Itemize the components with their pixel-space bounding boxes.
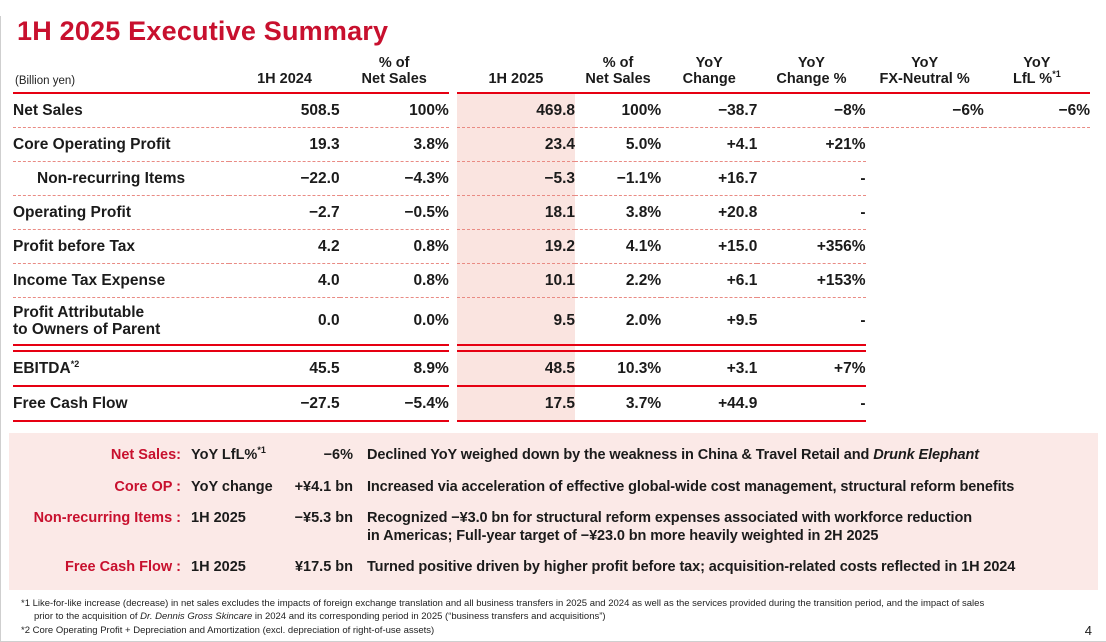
note-description: Turned positive driven by higher profit before tax; acquisition-related costs reflected in 1H 2024 [367, 558, 1016, 575]
col-header-1h2025: 1H 2025 [457, 55, 575, 94]
note-value: −¥5.3 bn [294, 509, 353, 526]
table-row-profit-before-tax: Profit before Tax 4.2 0.8% 19.2 4.1% +15.0 +356% [13, 230, 1090, 264]
page-title: 1H 2025 Executive Summary [17, 16, 389, 46]
note-row-net-sales [21, 446, 1086, 464]
note-label: Core OP : [114, 478, 181, 495]
table-row-operating-profit: Operating Profit −2.7 −0.5% 18.1 3.8% +20.8 - [13, 196, 1090, 230]
note-description: Recognized −¥3.0 bn for structural reform expenses associated with workforce reduction in Americas; Full-year target of −¥23.0 bn more heavily weighted in 2H 2025 [367, 509, 973, 544]
executive-summary-slide [0, 16, 1106, 642]
col-header-pct-net-sales-2024: % of Net Sales [340, 55, 449, 94]
financial-summary-table [13, 55, 1090, 422]
note-metric: 1H 2025 [191, 558, 246, 575]
table-row-net-sales: Net Sales 508.5 100% 469.8 100% −38.7 −8% −6% −6% [13, 94, 1090, 128]
table-header-row [13, 55, 1090, 94]
note-value: +¥4.1 bn [294, 478, 353, 495]
highlights-notes-box [9, 433, 1098, 590]
note-value: −6% [323, 447, 353, 464]
note-label: Free Cash Flow : [64, 558, 181, 575]
table-row-profit-attributable: Profit Attributable to Owners of Parent 0.0 0.0% 9.5 2.0% +9.5 - [13, 298, 1090, 344]
col-header-yoy-fx-neutral: YoY FX-Neutral % [866, 55, 984, 94]
footnote-2: *2 Core Operating Profit + Depreciation and Amortization (excl. depreciation of right-of-use assets) [21, 624, 435, 636]
page-number: 4 [1084, 623, 1092, 638]
note-metric: YoY LfL%$^{*1}$ [191, 445, 266, 464]
unit-label: (Billion yen) [13, 55, 229, 94]
col-header-yoy-lfl: YoY LfL %$^{*1}$ [984, 55, 1090, 94]
note-description: Declined YoY weighed down by the weakness in China & Travel Retail and Drunk Elephant [367, 447, 979, 464]
note-metric: 1H 2025 [191, 509, 246, 526]
col-header-1h2024: 1H 2024 [229, 55, 339, 94]
col-gap [449, 55, 457, 94]
table-row-core-operating-profit: Core Operating Profit 19.3 3.8% 23.4 5.0% +4.1 +21% [13, 128, 1090, 162]
note-label: Non-recurring Items : [33, 509, 181, 526]
footnotes [21, 597, 1106, 637]
double-rule-separator [13, 344, 1090, 352]
table-row-income-tax-expense: Income Tax Expense 4.0 0.8% 10.1 2.2% +6.1 +153% [13, 264, 1090, 298]
note-description: Increased via acceleration of effective global-wide cost management, structural reform benefits [367, 478, 1015, 495]
note-row-free-cash-flow [21, 558, 1086, 576]
note-metric: YoY change [191, 478, 273, 495]
table-row-non-recurring-items: Non-recurring Items −22.0 −4.3% −5.3 −1.1% +16.7 - [13, 162, 1090, 196]
col-header-yoy-change-pct: YoY Change % [757, 55, 865, 94]
note-row-non-recurring-items [21, 509, 1086, 545]
col-header-pct-net-sales-2025: % of Net Sales [575, 55, 661, 94]
note-value: ¥17.5 bn [294, 558, 353, 575]
note-label: Net Sales: [110, 447, 181, 464]
table-row-ebitda: EBITDA$^{*2}$ 45.5 8.9% 48.5 10.3% +3.1 +7% [13, 352, 1090, 387]
footnote-1: *1 Like-for-like increase (decrease) in net sales excludes the impacts of foreign exchange translation and all business transfers in 2025 and 2024 as well as the services provided during the transition period, and the impact of sales prior to the acquisition of Dr. Dennis Gross Skincare in 2024 and its corresponding period in 2025 (“business transfers and acquisitions”) [21, 598, 985, 623]
col-header-yoy-change: YoY Change [661, 55, 757, 94]
table-row-free-cash-flow: Free Cash Flow −27.5 −5.4% 17.5 3.7% +44.9 - [13, 387, 1090, 422]
note-row-core-op [21, 478, 1086, 496]
